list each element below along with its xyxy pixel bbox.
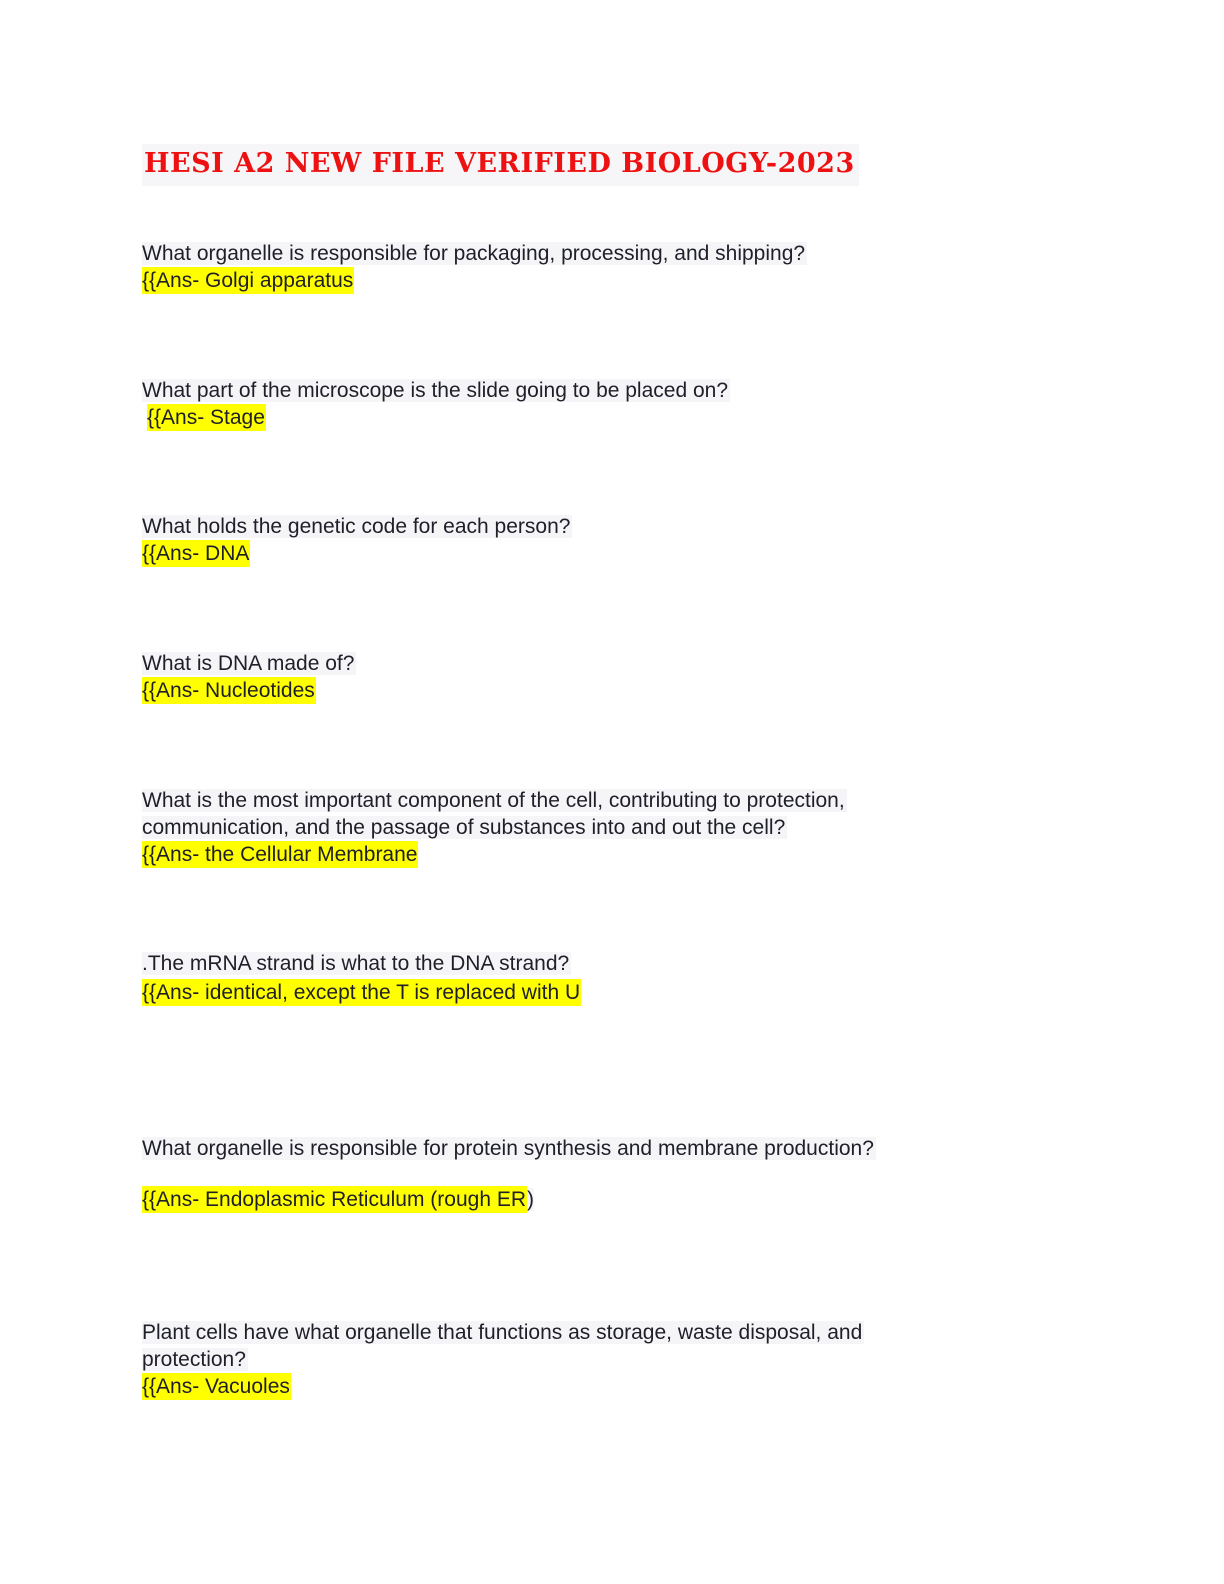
qa-item: [142, 513, 572, 567]
answer-line: [142, 267, 807, 294]
question-text: What organelle is responsible for protein synthesis and membrane production?: [142, 1137, 874, 1160]
question-text: What holds the genetic code for each person?: [142, 515, 571, 538]
qa-item: [142, 787, 847, 868]
answer-line: [142, 677, 356, 704]
qa-item: [142, 1135, 876, 1213]
qa-item: [142, 650, 356, 704]
question-text: What is the most important component of the cell, contributing to protection,: [142, 789, 845, 812]
question-text: What is DNA made of?: [142, 652, 355, 675]
answer-highlight: {{Ans- the Cellular Membrane: [142, 843, 418, 866]
answer-highlight: {{Ans- Nucleotides: [142, 679, 315, 702]
answer-highlight: {{Ans- Stage: [147, 406, 265, 429]
document-title: HESI A2 NEW FILE VERIFIED BIOLOGY-2023: [142, 144, 859, 186]
answer-line: [142, 979, 581, 1006]
question-text: communication, and the passage of substances into and out the cell?: [142, 816, 786, 839]
answer-highlight: {{Ans- Vacuoles: [142, 1375, 290, 1398]
answer-line: [142, 841, 847, 868]
answer-line: [142, 1186, 876, 1213]
qa-item: [142, 377, 730, 431]
qa-item: [142, 1319, 864, 1400]
answer-highlight: {{Ans- Endoplasmic Reticulum (rough ER: [142, 1188, 527, 1211]
qa-item: [142, 240, 807, 294]
question-text: .The mRNA strand is what to the DNA strand?: [142, 952, 570, 975]
answer-tail: ): [527, 1188, 535, 1211]
question-text: What part of the microscope is the slide going to be placed on?: [142, 379, 729, 402]
answer-highlight: {{Ans- DNA: [142, 542, 250, 565]
question-text: protection?: [142, 1348, 246, 1371]
answer-highlight: {{Ans- identical, except the T is replaced with U: [142, 981, 581, 1004]
answer-line: [142, 404, 730, 431]
question-text: What organelle is responsible for packaging, processing, and shipping?: [142, 242, 806, 265]
question-text: Plant cells have what organelle that functions as storage, waste disposal, and: [142, 1321, 863, 1344]
qa-item: [142, 950, 581, 1006]
answer-line: [142, 1373, 864, 1400]
answer-highlight: {{Ans- Golgi apparatus: [142, 269, 354, 292]
answer-line: [142, 540, 572, 567]
